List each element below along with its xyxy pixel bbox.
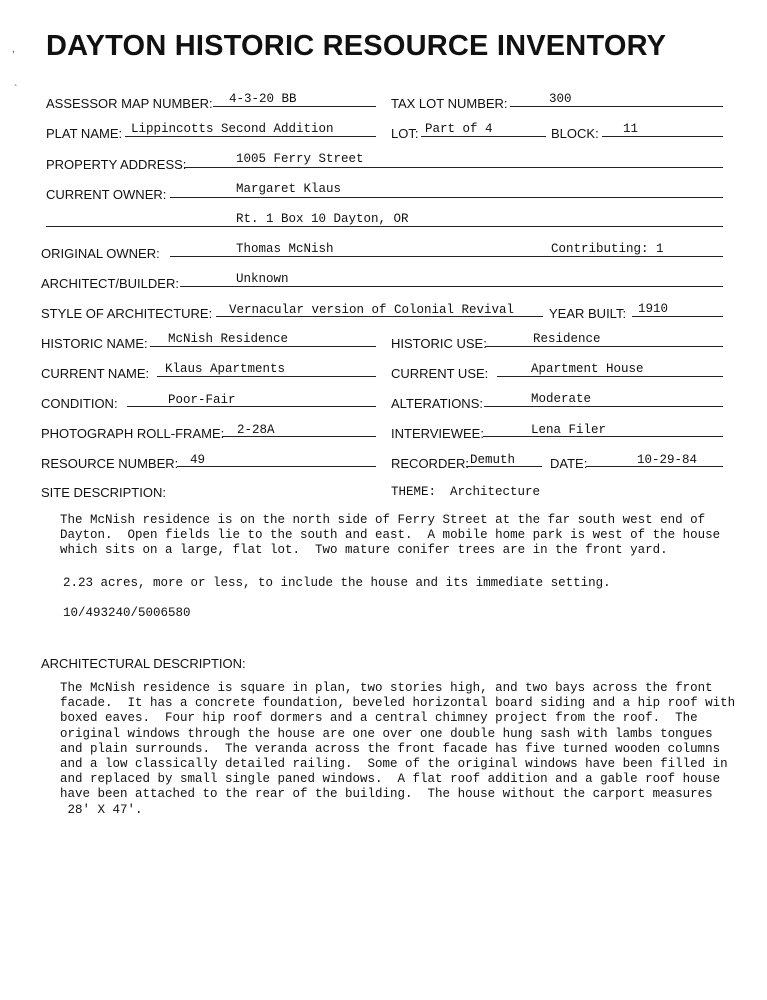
current-name-label: CURRENT NAME: bbox=[41, 366, 150, 381]
tax-lot-value: 300 bbox=[549, 92, 572, 106]
interviewee-value: Lena Filer bbox=[531, 423, 607, 437]
historic-use-line bbox=[485, 346, 723, 347]
current-owner-line bbox=[170, 197, 723, 198]
scan-speck: ` bbox=[14, 84, 18, 95]
site-utm-text: 10/493240/5006580 bbox=[63, 606, 191, 620]
date-value: 10-29-84 bbox=[637, 453, 698, 467]
photo-roll-label: PHOTOGRAPH ROLL-FRAME: bbox=[41, 426, 225, 441]
property-address-value: 1005 Ferry Street bbox=[236, 152, 364, 166]
architect-value: Unknown bbox=[236, 272, 289, 286]
alterations-label: ALTERATIONS: bbox=[391, 396, 483, 411]
site-acreage-text: 2.23 acres, more or less, to include the house and its immediate setting. bbox=[63, 576, 611, 590]
resource-number-value: 49 bbox=[190, 453, 206, 467]
current-use-value: Apartment House bbox=[531, 362, 644, 376]
architectural-description-text: The McNish residence is square in plan, two stories high, and two bays across the front facade. It has a concrete foundation, beveled horizontal board siding and a hip roof with boxed eaves. Four hip roof dormers and a central chimney project from the roof. The original windows through the house are one over one double hung sash with lambs tongues and plain surrounds. The veranda across the front facade has five turned wooden columns and a low classically detailed railing. Some of the original windows have been filled in and replaced by small single paned windows. A flat roof addition and a gable roof house have been attached to the rear of the building. The house without the carport measures 28' X 47'. bbox=[60, 681, 736, 817]
assessor-map-label: ASSESSOR MAP NUMBER: bbox=[46, 96, 213, 111]
current-owner-label: CURRENT OWNER: bbox=[46, 187, 167, 202]
date-label: DATE: bbox=[550, 456, 588, 471]
plat-name-label: PLAT NAME: bbox=[46, 126, 123, 141]
property-address-label: PROPERTY ADDRESS: bbox=[46, 157, 187, 172]
original-owner-value: Thomas McNish bbox=[236, 242, 334, 256]
interviewee-label: INTERVIEWEE: bbox=[391, 426, 484, 441]
current-name-value: Klaus Apartments bbox=[165, 362, 286, 376]
condition-value: Poor-Fair bbox=[168, 393, 236, 407]
style-value: Vernacular version of Colonial Revival bbox=[229, 303, 515, 317]
site-description-label: SITE DESCRIPTION: bbox=[41, 485, 166, 500]
contributing-value: Contributing: 1 bbox=[551, 242, 664, 256]
original-owner-label: ORIGINAL OWNER: bbox=[41, 246, 160, 261]
assessor-map-value: 4-3-20 BB bbox=[229, 92, 297, 106]
tax-lot-label: TAX LOT NUMBER: bbox=[391, 96, 508, 111]
property-address-line bbox=[184, 167, 723, 168]
photo-roll-value: 2-28A bbox=[237, 423, 275, 437]
block-line bbox=[602, 136, 723, 137]
resource-number-label: RESOURCE NUMBER: bbox=[41, 456, 179, 471]
historic-name-value: McNish Residence bbox=[168, 332, 289, 346]
plat-name-value: Lippincotts Second Addition bbox=[131, 122, 334, 136]
alterations-value: Moderate bbox=[531, 392, 592, 406]
theme-value: Architecture bbox=[450, 485, 541, 499]
historic-name-label: HISTORIC NAME: bbox=[41, 336, 148, 351]
recorder-value: Demuth bbox=[470, 453, 516, 467]
alterations-line bbox=[484, 406, 723, 407]
recorder-label: RECORDER: bbox=[391, 456, 470, 471]
current-owner-value: Margaret Klaus bbox=[236, 182, 342, 196]
style-label: STYLE OF ARCHITECTURE: bbox=[41, 306, 213, 321]
historic-use-label: HISTORIC USE: bbox=[391, 336, 487, 351]
year-built-value: 1910 bbox=[638, 302, 669, 316]
scan-speck: , bbox=[12, 44, 15, 55]
historic-use-value: Residence bbox=[533, 332, 601, 346]
architect-label: ARCHITECT/BUILDER: bbox=[41, 276, 179, 291]
condition-line bbox=[127, 406, 376, 407]
lot-label: LOT: bbox=[391, 126, 419, 141]
owner-address-value: Rt. 1 Box 10 Dayton, OR bbox=[236, 212, 409, 226]
document-title: DAYTON HISTORIC RESOURCE INVENTORY bbox=[46, 30, 667, 62]
lot-value: Part of 4 bbox=[425, 122, 493, 136]
year-built-label: YEAR BUILT: bbox=[549, 306, 627, 321]
resource-number-line bbox=[177, 466, 376, 467]
block-value: 11 bbox=[623, 122, 639, 136]
architectural-description-label: ARCHITECTURAL DESCRIPTION: bbox=[41, 656, 246, 671]
theme-label: THEME: bbox=[391, 485, 437, 499]
current-use-label: CURRENT USE: bbox=[391, 366, 489, 381]
block-label: BLOCK: bbox=[551, 126, 599, 141]
condition-label: CONDITION: bbox=[41, 396, 118, 411]
site-description-text: The McNish residence is on the north side of Ferry Street at the far south west end of Dayton. Open fields lie to the south and east. A mobile home park is west of the house which sits on a large, flat lot. Two mature conifer trees are in the front yard. bbox=[60, 513, 721, 558]
tax-lot-line bbox=[510, 106, 723, 107]
